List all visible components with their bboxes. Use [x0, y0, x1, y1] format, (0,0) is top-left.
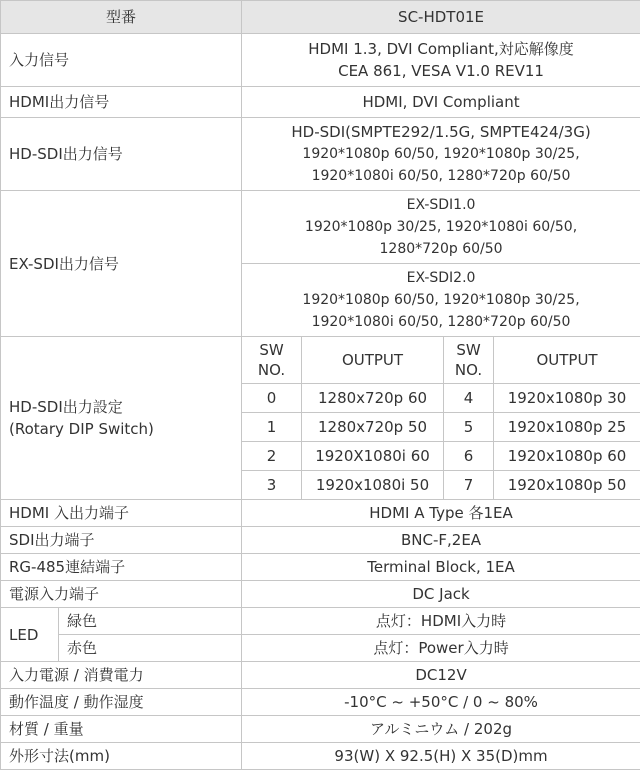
- sw-number: 1: [242, 413, 302, 442]
- sdi-out-value: BNC-F,2EA: [242, 527, 640, 554]
- sw-output: 1280x720p 60: [302, 384, 444, 413]
- hdmi-output-label: HDMI出力信号: [1, 87, 242, 118]
- temp-label: 動作温度 / 動作湿度: [1, 689, 242, 716]
- sdi-out-label: SDI出力端子: [1, 527, 242, 554]
- sw-number: 6: [444, 442, 494, 471]
- header-label: 型番: [1, 1, 242, 34]
- sw-header-left: [242, 337, 302, 384]
- dimensions-value: 93(W) X 92.5(H) X 35(D)mm: [242, 743, 640, 770]
- exsdi-v20-line1: 1920*1080p 60/50, 1920*1080p 30/25,: [302, 292, 580, 308]
- hdmi-io-label: HDMI 入出力端子: [1, 500, 242, 527]
- row-hdmi-io: [1, 500, 640, 527]
- exsdi-v20-line2: 1920*1080i 60/50, 1280*720p 60/50: [311, 314, 571, 330]
- input-signal-label: 入力信号: [1, 34, 242, 87]
- sw-output: 1920x1080p 60: [494, 442, 640, 471]
- led-green-value: 点灯：HDMI入力時: [242, 608, 640, 635]
- led-green-label: 緑色: [59, 608, 242, 635]
- sw-header-right-line2: NO.: [454, 361, 483, 379]
- sw-output: 1920x1080i 50: [302, 471, 444, 500]
- sw-output: 1280x720p 50: [302, 413, 444, 442]
- row-material: [1, 716, 640, 743]
- hdmi-io-value: HDMI A Type 各1EA: [242, 500, 640, 527]
- exsdi-v20-value: [242, 264, 640, 337]
- hdmi-output-value: HDMI, DVI Compliant: [242, 87, 640, 118]
- sw-header-right-line1: SW: [456, 341, 481, 359]
- row-dimensions: [1, 743, 640, 770]
- rg485-label: RG-485連結端子: [1, 554, 242, 581]
- exsdi-v10-title: EX-SDI1.0: [406, 197, 476, 213]
- row-rg485: [1, 554, 640, 581]
- power-in-label: 電源入力端子: [1, 581, 242, 608]
- sw-output: 1920x1080p 25: [494, 413, 640, 442]
- dimensions-label: 外形寸法(mm): [1, 743, 242, 770]
- led-red-value: 点灯：Power入力時: [242, 635, 640, 662]
- power-label: 入力電源 / 消費電力: [1, 662, 242, 689]
- input-signal-line2: CEA 861, VESA V1.0 REV11: [338, 62, 544, 80]
- hdsdi-output-line1: HD-SDI(SMPTE292/1.5G, SMPTE424/3G): [291, 123, 591, 141]
- sw-output: 1920x1080p 50: [494, 471, 640, 500]
- exsdi-v10-line1: 1920*1080p 30/25, 1920*1080i 60/50,: [304, 219, 578, 235]
- sw-header-left-line1: SW: [259, 341, 284, 359]
- hdsdi-output-value: [242, 118, 640, 191]
- row-sdi-out: [1, 527, 640, 554]
- row-hdsdi-setting-header: [1, 337, 640, 384]
- input-signal-line1: HDMI 1.3, DVI Compliant,対応解像度: [308, 40, 574, 58]
- model-number: SC-HDT01E: [242, 1, 640, 34]
- sw-header-right: [444, 337, 494, 384]
- row-input-signal: [1, 34, 640, 87]
- hdsdi-output-line2: 1920*1080p 60/50, 1920*1080p 30/25,: [302, 146, 580, 162]
- input-signal-value: [242, 34, 640, 87]
- output-header-right: OUTPUT: [494, 337, 640, 384]
- sw-number: 2: [242, 442, 302, 471]
- exsdi-v10-line2: 1280*720p 60/50: [379, 241, 503, 257]
- sw-header-left-line2: NO.: [257, 361, 286, 379]
- hdsdi-setting-label-line2: (Rotary DIP Switch): [9, 420, 154, 438]
- exsdi-v10-value: [242, 191, 640, 264]
- row-temp: [1, 689, 640, 716]
- rg485-value: Terminal Block, 1EA: [242, 554, 640, 581]
- row-hdsdi-output: [1, 118, 640, 191]
- led-red-label: 赤色: [59, 635, 242, 662]
- temp-value: -10°C ~ +50°C / 0 ~ 80%: [242, 689, 640, 716]
- exsdi-output-label: EX-SDI出力信号: [1, 191, 242, 337]
- power-in-value: DC Jack: [242, 581, 640, 608]
- hdsdi-output-line3: 1920*1080i 60/50, 1280*720p 60/50: [311, 168, 571, 184]
- row-power-in: [1, 581, 640, 608]
- row-led-green: [1, 608, 640, 635]
- sw-number: 5: [444, 413, 494, 442]
- hdsdi-output-label: HD-SDI出力信号: [1, 118, 242, 191]
- sw-number: 7: [444, 471, 494, 500]
- material-value: アルミニウム / 202g: [242, 716, 640, 743]
- exsdi-v20-title: EX-SDI2.0: [406, 270, 476, 286]
- row-hdmi-output: [1, 87, 640, 118]
- sw-number: 0: [242, 384, 302, 413]
- sw-output: 1920X1080i 60: [302, 442, 444, 471]
- led-label: LED: [1, 608, 59, 662]
- hdsdi-setting-label: [1, 337, 242, 500]
- material-label: 材質 / 重量: [1, 716, 242, 743]
- power-value: DC12V: [242, 662, 640, 689]
- output-header-left: OUTPUT: [302, 337, 444, 384]
- header-row: [1, 1, 640, 34]
- row-exsdi-v10: [1, 191, 640, 264]
- sw-number: 3: [242, 471, 302, 500]
- sw-number: 4: [444, 384, 494, 413]
- hdsdi-setting-label-line1: HD-SDI出力設定: [9, 398, 123, 416]
- row-power: [1, 662, 640, 689]
- row-led-red: [1, 635, 640, 662]
- sw-output: 1920x1080p 30: [494, 384, 640, 413]
